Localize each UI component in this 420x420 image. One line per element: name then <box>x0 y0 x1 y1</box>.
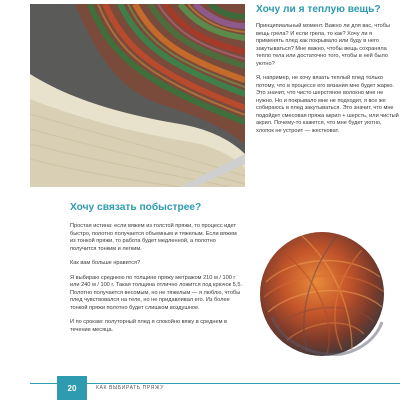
section-warm <box>256 4 400 135</box>
section-fast <box>70 202 242 334</box>
section-warm-title: Хочу ли я теплую вещь? <box>256 4 381 15</box>
yarn-skeins-photo <box>30 4 245 187</box>
page-number: 20 <box>57 376 87 400</box>
section-warm-paragraph-2: Я, например, не хочу вязать теплый плед только потому, что в процессе его вязания мне будет жарко. Это значит, что чисто шерстяное волокно мне не нужно. Но и покрывало мне не подходит, я все же собираюсь в плед закутываться. Это значит, что мне подойдет смесовая пряжа акрил + шерсть, или чистый акрил. Почему-то кажется, что мне будет уютно, хлопок не устроит — жестковат. <box>256 75 399 134</box>
section-fast-paragraph-3: Я выбираю среднюю по толщине пряжу метражом 210 м / 100 г или 240 м / 100 г. Такая толщина отлично ложится под крючок 5,5. Полотно получается весомым, но не тяжелым — я люблю, чтобы плед чувствовался на теле, но не придавливал его. Из более тонкой пряжи полотно будет слишком воздушное. <box>70 274 243 311</box>
section-warm-paragraph-1: Принципиальный момент. Важно ли для вас, чтобы вещь грела? И если грела, то как? Хочу ли я применять плед как покрывало или буду в него закутываться? Мне важно, чтобы вещь сохраняла тепло тела или достаточно того, чтобы в ней было уютно? <box>256 23 391 67</box>
section-fast-title: Хочу связать побыстрее? <box>70 202 202 213</box>
yarn-ball-photo <box>252 222 392 362</box>
running-title: КАК ВЫБИРАТЬ ПРЯЖУ <box>96 385 164 391</box>
section-fast-paragraph-2: Как вам больше нравится? <box>70 260 141 266</box>
section-fast-paragraph-1: Простая истина: если вяжем из толстой пряжи, то процесс идет быстро, полотно получается объемным и тяжелым. Если вяжем из тонкой пряжи, то работа будет медленной, а полотно получится тонким и легким. <box>70 223 237 252</box>
section-fast-paragraph-4: И по срокам: полуторный плед я спокойно вяжу в среднем в течение месяца. <box>70 319 227 333</box>
